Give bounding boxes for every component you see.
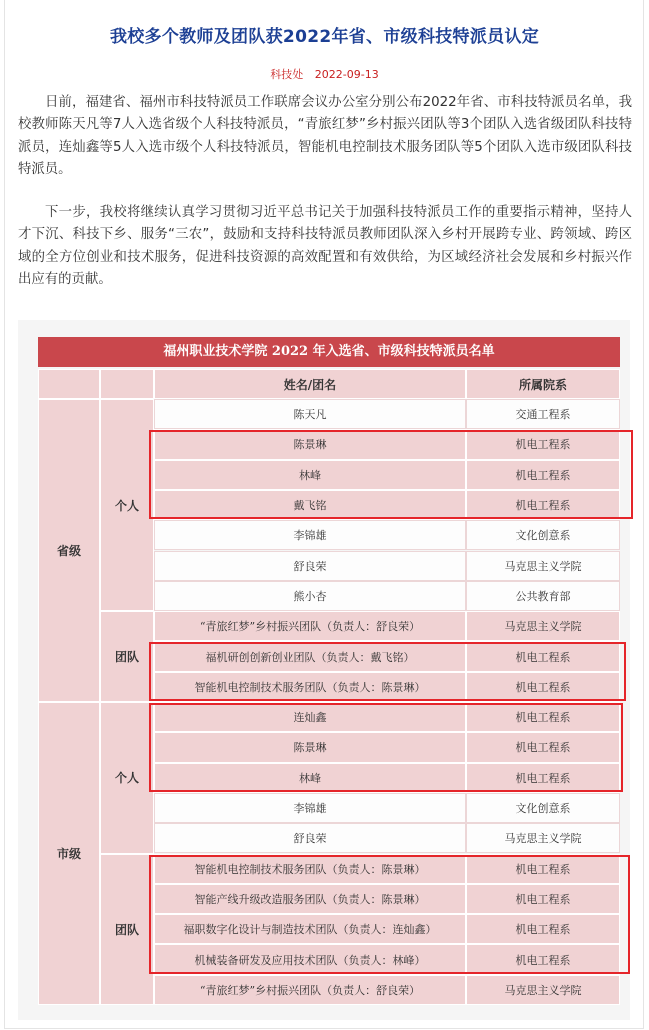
article-paragraph: 日前，福建省、福州市科技特派员工作联席会议办公室分别公布2022年省、市科技特派员名单，我校教师陈天凡等7人入选省级个人科技特派员，“青旅红梦”乡村振兴团队等3个团队入选省级团队科技特派员，连灿鑫等5人入选市级个人科技特派员，智能机电控制技术服务团队等5个团队入选市级团队科技特派员。 xyxy=(18,95,632,177)
table-row-name: “青旅红梦”乡村振兴团队（负责人：舒良荣） xyxy=(154,611,466,641)
table-row-name: 林峰 xyxy=(154,763,466,793)
table-row-dept: 机电工程系 xyxy=(466,490,620,520)
table-title: 福州职业技术学院 2022 年入选省、市级科技特派员名单 xyxy=(38,337,620,367)
article-paragraph: 下一步，我校将继续认真学习贯彻习近平总书记关于加强科技特派员工作的重要指示精神，坚持人才下沉、科技下乡、服务“三农”，鼓励和支持科技特派员教师团队深入乡村开展跨专业、跨领域、跨区域的全方位创业和技术服务，促进科技资源的高效配置和有效供给，为区域经济社会发展和乡村振兴作出应有的贡献。 xyxy=(18,205,632,287)
table-row-name: 陈景琳 xyxy=(154,429,466,459)
table-row-name: 陈天凡 xyxy=(154,399,466,429)
table-row-name: 陈景琳 xyxy=(154,732,466,762)
table-row-dept: 机电工程系 xyxy=(466,884,620,914)
table-row-name: 机械装备研发及应用技术团队（负责人：林峰） xyxy=(154,944,466,974)
table-row-name: 李锦雄 xyxy=(154,793,466,823)
table-row-dept: 公共教育部 xyxy=(466,581,620,611)
table-row-dept: 机电工程系 xyxy=(466,429,620,459)
table-row-name: 李锦雄 xyxy=(154,520,466,550)
table-row-name: 舒良荣 xyxy=(154,551,466,581)
table-row-dept: 机电工程系 xyxy=(466,460,620,490)
column-header-name: 姓名/团名 xyxy=(154,369,466,399)
table-row-name: 戴飞铭 xyxy=(154,490,466,520)
article-department: 科技处 xyxy=(270,68,304,81)
table-row-dept: 马克思主义学院 xyxy=(466,611,620,641)
table-row-dept: 机电工程系 xyxy=(466,854,620,884)
table-row-name: 舒良荣 xyxy=(154,823,466,853)
table-row-dept: 机电工程系 xyxy=(466,732,620,762)
table-row-name: 连灿鑫 xyxy=(154,702,466,732)
table-row-dept: 机电工程系 xyxy=(466,914,620,944)
table-row-name: 智能机电控制技术服务团队（负责人：陈景琳） xyxy=(154,672,466,702)
table-row-name: 福职数字化设计与制造技术团队（负责人：连灿鑫） xyxy=(154,914,466,944)
type-cell: 团队 xyxy=(100,854,154,1006)
table-row-dept: 文化创意系 xyxy=(466,793,620,823)
table-row-name: 福机研创创新创业团队（负责人：戴飞铭） xyxy=(154,641,466,671)
table-header-blank xyxy=(38,369,100,399)
table-row-name: 智能产线升级改造服务团队（负责人：陈景琳） xyxy=(154,884,466,914)
table-row-dept: 交通工程系 xyxy=(466,399,620,429)
level-cell: 省级 xyxy=(38,399,100,702)
type-cell: 个人 xyxy=(100,399,154,611)
table-row-name: 智能机电控制技术服务团队（负责人：陈景琳） xyxy=(154,854,466,884)
article-meta xyxy=(0,66,649,82)
table-row-dept: 文化创意系 xyxy=(466,520,620,550)
table-row-dept: 机电工程系 xyxy=(466,641,620,671)
type-cell: 团队 xyxy=(100,611,154,702)
article-date: 2022-09-13 xyxy=(314,68,379,81)
type-cell: 个人 xyxy=(100,702,154,854)
table-header-blank xyxy=(100,369,154,399)
table-row-dept: 马克思主义学院 xyxy=(466,975,620,1005)
table-row-name: 熊小杏 xyxy=(154,581,466,611)
table-row-dept: 机电工程系 xyxy=(466,702,620,732)
table-row-name: 林峰 xyxy=(154,460,466,490)
table-row-dept: 马克思主义学院 xyxy=(466,551,620,581)
table-row-dept: 机电工程系 xyxy=(466,672,620,702)
level-cell: 市级 xyxy=(38,702,100,1005)
table-row-dept: 机电工程系 xyxy=(466,763,620,793)
table-row-name: “青旅红梦”乡村振兴团队（负责人：舒良荣） xyxy=(154,975,466,1005)
article-title: 我校多个教师及团队获2022年省、市级科技特派员认定 xyxy=(109,27,540,47)
table-row-dept: 马克思主义学院 xyxy=(466,823,620,853)
table-row-dept: 机电工程系 xyxy=(466,944,620,974)
column-header-dept: 所属院系 xyxy=(466,369,620,399)
